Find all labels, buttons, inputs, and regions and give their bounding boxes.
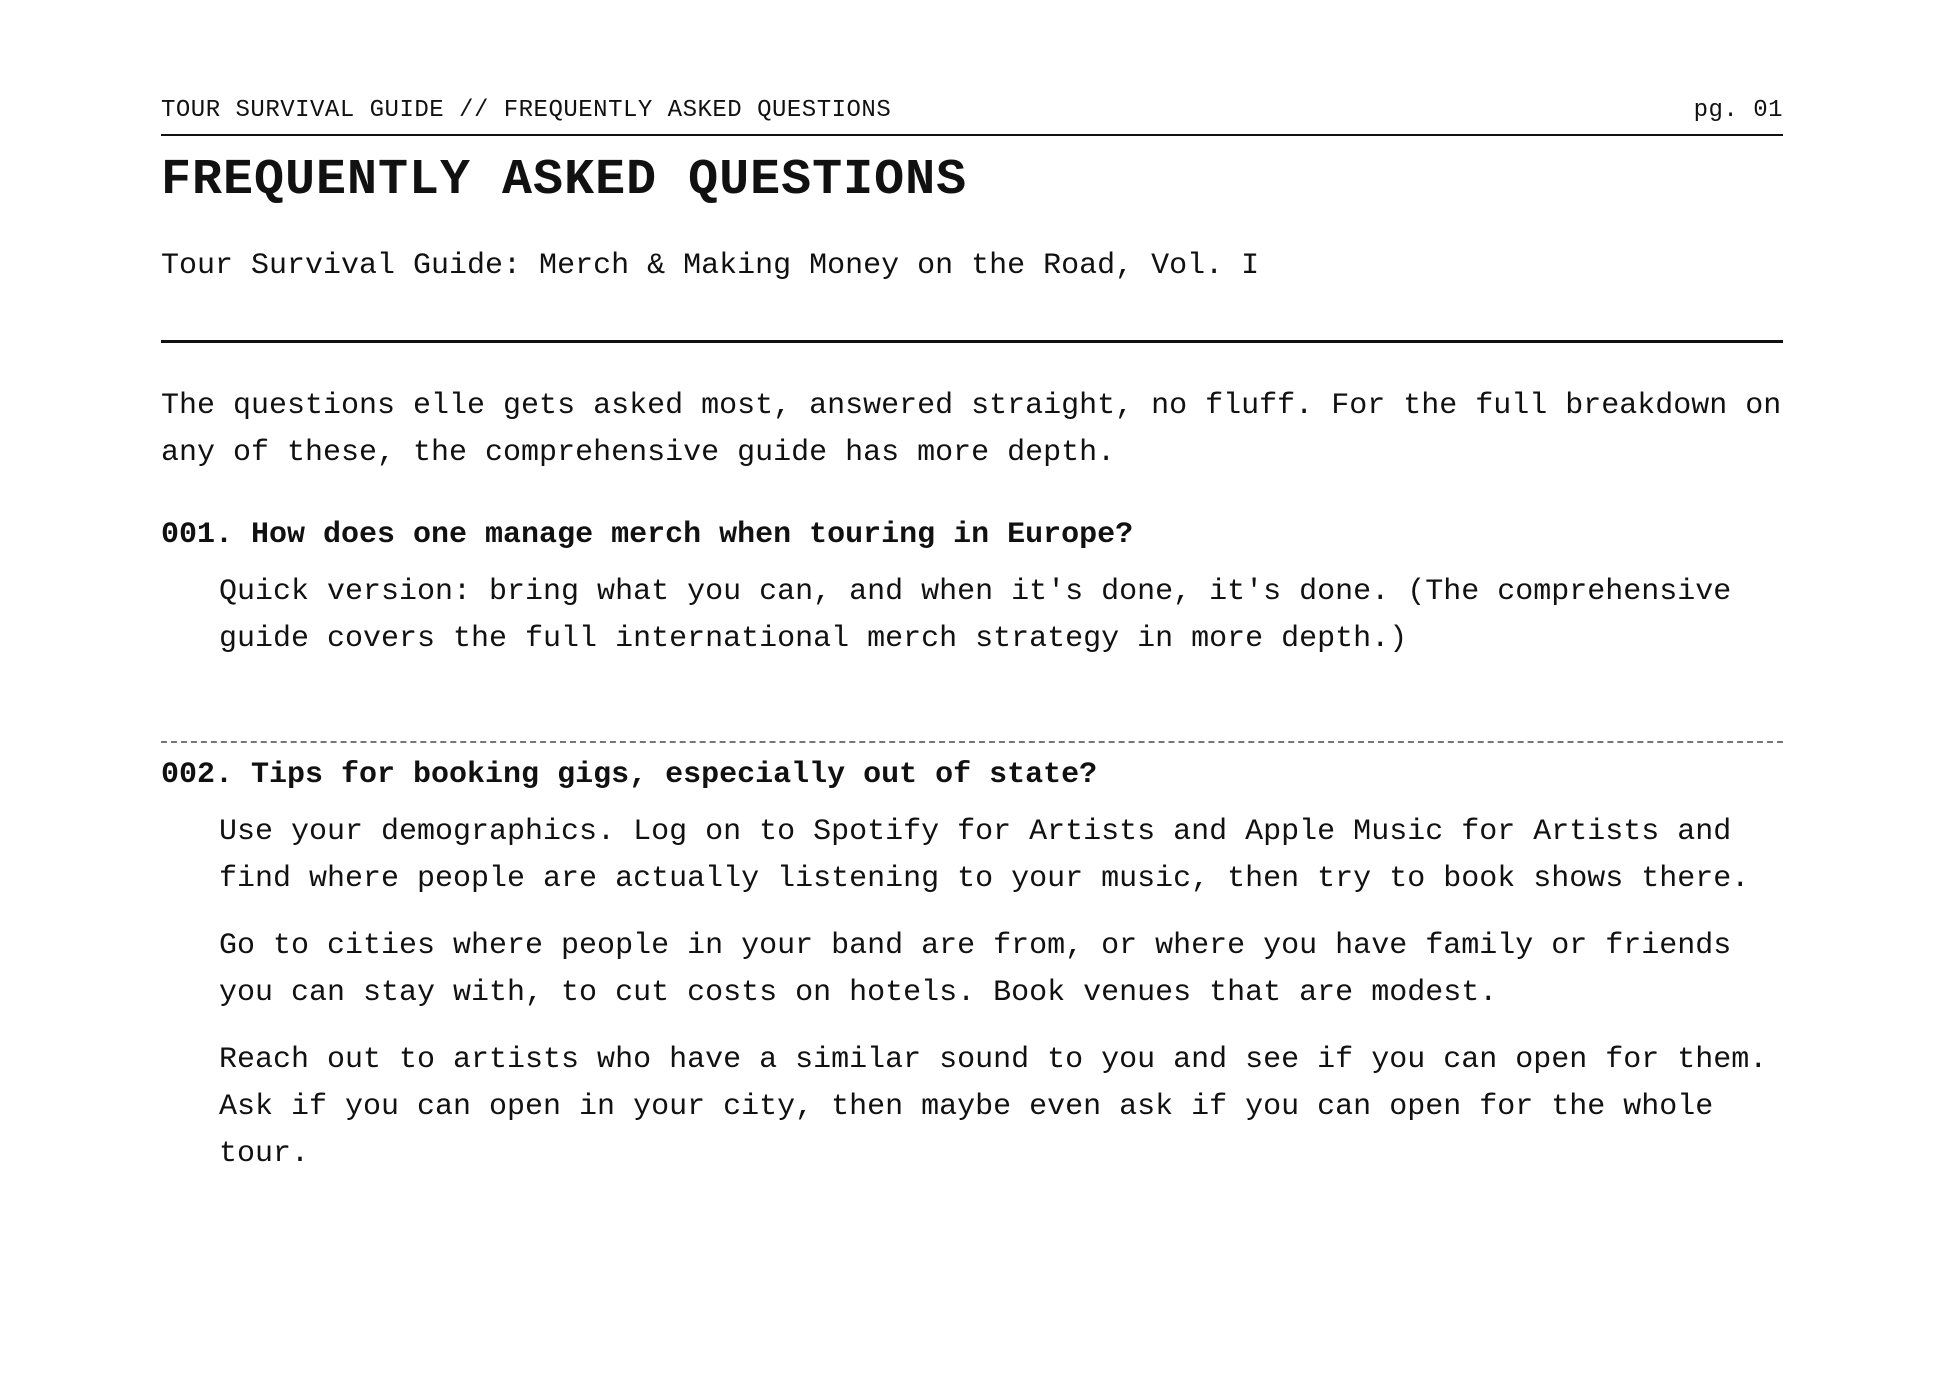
running-title: TOUR SURVIVAL GUIDE // FREQUENTLY ASKED QUESTIONS — [161, 97, 892, 124]
faq-question: 002. Tips for booking gigs, especially out of state? — [161, 758, 1098, 792]
running-header — [161, 96, 1783, 136]
faq-answer-paragraph: Quick version: bring what you can, and when it's done, it's done. (The comprehensive guide covers the full international merch strategy in more depth.) — [219, 575, 1732, 656]
page-number: pg. 01 — [1693, 97, 1783, 124]
page-subtitle: Tour Survival Guide: Merch & Making Money on the Road, Vol. I — [161, 249, 1260, 283]
faq-answer-paragraph: Go to cities where people in your band are from, or where you have family or friends you can stay with, to cut costs on hotels. Book venues that are modest. — [219, 929, 1732, 1010]
faq-item-001 — [161, 515, 1783, 663]
section-rule — [161, 340, 1783, 343]
faq-answer — [219, 809, 1783, 1178]
page-title: FREQUENTLY ASKED QUESTIONS — [161, 152, 968, 209]
document-page — [161, 96, 1783, 1178]
faq-question: 001. How does one manage merch when touring in Europe? — [161, 518, 1134, 552]
intro-paragraph: The questions elle gets asked most, answered straight, no fluff. For the full breakdown on any of these, the comprehensive guide has more depth. — [161, 389, 1782, 470]
faq-item-002 — [161, 755, 1783, 1178]
faq-divider — [161, 741, 1783, 743]
faq-answer-paragraph: Use your demographics. Log on to Spotify for Artists and Apple Music for Artists and find where people are actually listening to your music, then try to book shows there. — [219, 815, 1750, 896]
faq-answer-paragraph: Reach out to artists who have a similar sound to you and see if you can open for them. Ask if you can open in your city, then maybe even ask if you can open for the whole tour. — [219, 1043, 1768, 1171]
faq-answer — [219, 569, 1783, 663]
